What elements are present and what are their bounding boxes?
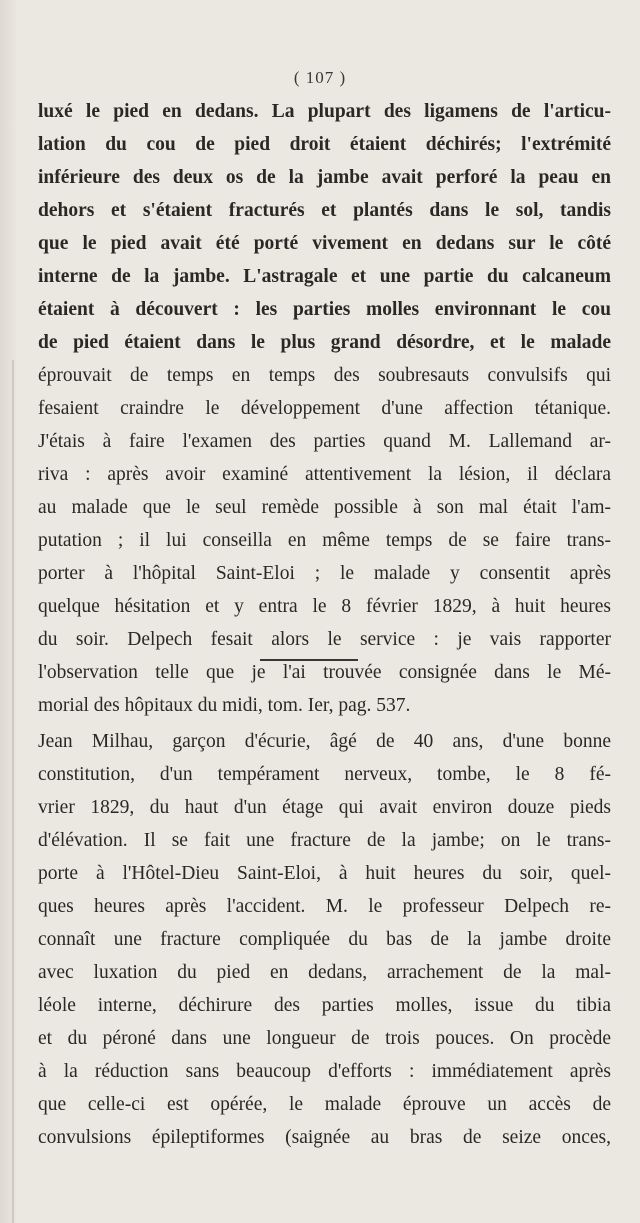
text-line: vrier 1829, du haut d'un étage qui avait environ douze pieds (38, 797, 611, 818)
text-line: du soir. Delpech fesait alors le service : je vais rapporter (38, 629, 611, 650)
text-line: porter à l'hôpital Saint-Eloi ; le malade y consentit après (38, 563, 611, 584)
text-line: l'observation telle que je l'ai trouvée consignée dans le Mé- (38, 662, 611, 683)
text-line: luxé le pied en dedans. La plupart des ligamens de l'articu- (38, 101, 611, 122)
text-line: léole interne, déchirure des parties molles, issue du tibia (38, 995, 611, 1016)
binding-shadow (12, 360, 14, 1223)
text-line: dehors et s'étaient fracturés et plantés dans le sol, tandis (38, 200, 611, 221)
text-line: riva : après avoir examiné attentivement la lésion, il déclara (38, 464, 611, 485)
text-line: inférieure des deux os de la jambe avait perforé la peau en (38, 167, 611, 188)
text-line: constitution, d'un tempérament nerveux, tombe, le 8 fé- (38, 764, 611, 785)
text-line: ques heures après l'accident. M. le professeur Delpech re- (38, 896, 611, 917)
text-line: Jean Milhau, garçon d'écurie, âgé de 40 ans, d'une bonne (38, 731, 611, 752)
text-line: éprouvait de temps en temps des soubresauts convulsifs qui (38, 365, 611, 386)
text-line: morial des hôpitaux du midi, tom. Ier, pag. 537. (38, 695, 411, 716)
paragraph-2 (38, 725, 611, 1154)
page-gutter (0, 0, 18, 1223)
text-line: putation ; il lui conseilla en même temps de se faire trans- (38, 530, 611, 551)
paragraph-1 (38, 95, 611, 722)
text-line: avec luxation du pied en dedans, arrachement de la mal- (38, 962, 611, 983)
text-line: quelque hésitation et y entra le 8 février 1829, à huit heures (38, 596, 611, 617)
text-line: au malade que le seul remède possible à son mal était l'am- (38, 497, 611, 518)
section-separator (260, 659, 358, 661)
text-line: connaît une fracture compliquée du bas de la jambe droite (38, 929, 611, 950)
text-line: porte à l'Hôtel-Dieu Saint-Eloi, à huit heures du soir, quel- (38, 863, 611, 884)
text-line: que le pied avait été porté vivement en dedans sur le côté (38, 233, 611, 254)
page-number: ( 107 ) (293, 68, 347, 87)
text-line: J'étais à faire l'examen des parties quand M. Lallemand ar- (38, 431, 611, 452)
text-line: fesaient craindre le développement d'une affection tétanique. (38, 398, 611, 419)
text-line: que celle-ci est opérée, le malade éprouve un accès de (38, 1094, 611, 1115)
text-line: de pied étaient dans le plus grand désordre, et le malade (38, 332, 611, 353)
text-line: à la réduction sans beaucoup d'efforts : immédiatement après (38, 1061, 611, 1082)
text-line: étaient à découvert : les parties molles environnant le cou (38, 299, 611, 320)
text-line: et du péroné dans une longueur de trois pouces. On procède (38, 1028, 611, 1049)
text-line: d'élévation. Il se fait une fracture de la jambe; on le trans- (38, 830, 611, 851)
text-line: lation du cou de pied droit étaient déchirés; l'extrémité (38, 134, 611, 155)
text-line: interne de la jambe. L'astragale et une partie du calcaneum (38, 266, 611, 287)
text-line: convulsions épileptiformes (saignée au bras de seize onces, (38, 1127, 611, 1148)
